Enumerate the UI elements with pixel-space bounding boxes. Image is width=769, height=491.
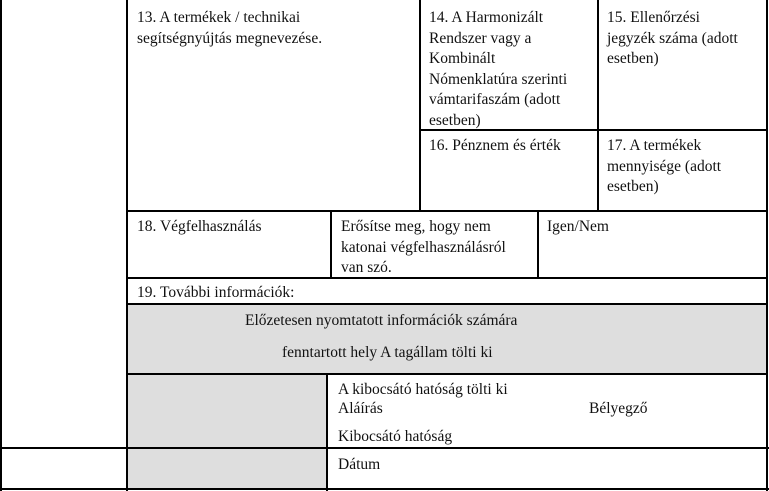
left-shaded-cell xyxy=(128,374,327,488)
field-14-label: 14. A Harmonizált Rendszer vagy a Kombinált Nómenklatúra szerinti vámtarifaszám (adott esetben) xyxy=(429,9,568,129)
signature-label: Aláírás xyxy=(338,400,383,417)
field-18-label: 18. Végfelhasználás xyxy=(137,218,262,235)
field-19-label: 19. További információk: xyxy=(137,284,295,301)
left-column-divider xyxy=(126,0,128,491)
divider-14-15 xyxy=(597,0,599,211)
field-15-label: 15. Ellenőrzési jegyzék száma (adott esetben) xyxy=(607,9,738,67)
divider-13-14 xyxy=(419,0,421,211)
end-use-confirmation: Erősítse meg, hogy nem katonai végfelhasználásról van szó. xyxy=(341,218,506,276)
outer-bottom-border xyxy=(0,488,769,490)
divider-18-confirm xyxy=(330,211,332,278)
divider-reserved-issuer xyxy=(127,373,767,375)
reserved-space-line-2: fenntartott hely A tagállam tölti ki xyxy=(282,344,493,361)
issuer-fills-label: A kibocsátó hatóság tölti ki xyxy=(338,381,508,398)
divider-confirm-yesno xyxy=(537,211,539,278)
date-label: Dátum xyxy=(338,456,381,473)
divider-issuer-left xyxy=(326,374,328,491)
divider-top-18 xyxy=(127,210,767,212)
stamp-label: Bélyegző xyxy=(589,400,648,417)
field-16-label: 16. Pénznem és érték xyxy=(429,137,561,154)
outer-right-border xyxy=(766,0,768,491)
field-13-label: 13. A termékek / technikai segítségnyújtás megnevezése. xyxy=(137,9,323,47)
issuing-authority-label: Kibocsátó hatóság xyxy=(338,428,453,445)
yes-no-answer: Igen/Nem xyxy=(547,218,609,235)
reserved-space-line-1: Előzetesen nyomtatott információk számára xyxy=(245,312,518,329)
outer-left-border xyxy=(0,0,2,491)
field-17-label: 17. A termékek mennyisége (adott esetben) xyxy=(607,137,722,195)
